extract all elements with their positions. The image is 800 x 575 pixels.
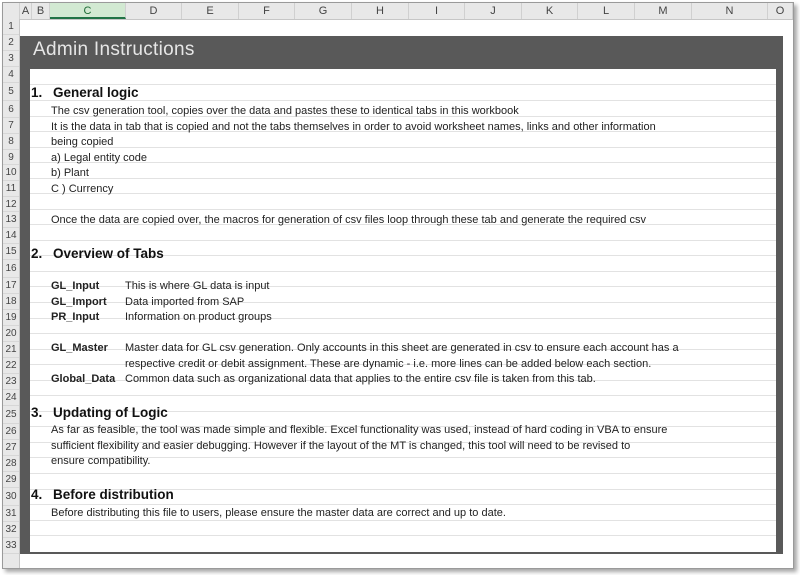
select-all-corner[interactable] [3,3,20,19]
tab-description: This is where GL data is input [125,280,270,292]
row-header[interactable]: 6 [3,101,19,118]
spreadsheet-window [2,2,794,569]
column-header[interactable]: B [32,3,50,19]
row-header[interactable]: 23 [3,374,19,390]
row-header[interactable]: 8 [3,134,19,150]
tab-name: GL_Master [51,342,108,354]
tab-description: Data imported from SAP [125,296,245,308]
column-header-bar [3,3,793,20]
row-header[interactable]: 15 [3,244,19,260]
row-header[interactable]: 19 [3,310,19,326]
instruction-line: ensure compatibility. [51,455,151,467]
row-header[interactable]: 3 [3,51,19,67]
column-header[interactable]: K [522,3,578,19]
row-header[interactable]: 32 [3,522,19,538]
section-heading-before-distribution: 4. Before distribution [31,487,174,502]
instruction-line: being copied [51,136,114,148]
row-header[interactable]: 1 [3,19,19,35]
column-header[interactable]: L [578,3,635,19]
row-header[interactable]: 29 [3,472,19,488]
row-header-bar [3,19,20,568]
instruction-line: As far as feasible, the tool was made simple and flexible. Excel functionality was used, instead of hard coding in VBA to ensure [51,424,668,436]
column-header[interactable]: M [635,3,692,19]
section-heading-updating-of-logic: 3. Updating of Logic [31,405,168,420]
tab-name: GL_Input [51,280,100,292]
row-header[interactable]: 20 [3,326,19,342]
column-header[interactable]: J [465,3,522,19]
column-header[interactable]: E [182,3,239,19]
tab-description: Master data for GL csv generation. Only accounts in this sheet are generated in csv to ensure each account has a [125,342,679,354]
row-header[interactable]: 26 [3,424,19,440]
row-header[interactable]: 16 [3,260,19,278]
row-header[interactable]: 30 [3,488,19,506]
instruction-line: a) Legal entity code [51,152,148,164]
column-header[interactable]: D [126,3,182,19]
instruction-line: Before distributing this file to users, please ensure the master data are correct and up to date. [51,507,506,519]
row-header[interactable]: 12 [3,197,19,212]
column-header[interactable]: I [409,3,465,19]
row-header[interactable]: 14 [3,228,19,244]
row-header[interactable]: 17 [3,278,19,294]
column-header-selected[interactable]: C [50,3,126,19]
row-header[interactable]: 2 [3,35,19,51]
row-header[interactable]: 27 [3,440,19,456]
row-header[interactable]: 5 [3,83,19,101]
instruction-line: sufficient flexibility and easier debugging. However if the layout of the MT is changed, this tool will need to be revised to [51,440,631,452]
column-header[interactable]: N [692,3,768,19]
row-header[interactable]: 25 [3,406,19,424]
row-header[interactable]: 33 [3,538,19,554]
tab-name: Global_Data [51,373,116,385]
column-header[interactable]: A [20,3,32,19]
tab-description: Information on product groups [125,311,272,323]
column-header[interactable]: H [352,3,409,19]
column-header[interactable]: F [239,3,295,19]
row-header[interactable]: 4 [3,67,19,83]
tab-description: respective credit or debit assignment. These are dynamic - i.e. more lines can be added below each section. [125,358,652,370]
row-header[interactable]: 13 [3,212,19,228]
page-title: Admin Instructions [33,39,195,60]
tab-name: GL_Import [51,296,107,308]
tab-description: Common data such as organizational data that applies to the entire csv file is taken from this tab. [125,373,596,385]
tab-name: PR_Input [51,311,100,323]
row-header[interactable]: 7 [3,118,19,134]
instruction-line: C ) Currency [51,183,114,195]
column-header[interactable]: G [295,3,352,19]
row-header[interactable]: 11 [3,181,19,197]
column-header[interactable]: O [768,3,793,19]
row-header[interactable]: 31 [3,506,19,522]
instruction-line: Once the data are copied over, the macros for generation of csv files loop through these tab and generate the required csv [51,214,646,226]
instruction-line: b) Plant [51,167,89,179]
section-heading-general-logic: 1. General logic [31,85,139,100]
instruction-line: It is the data in tab that is copied and not the tabs themselves in order to avoid worksheet names, links and other information [51,121,656,133]
row-header[interactable]: 9 [3,150,19,165]
row-header[interactable]: 10 [3,165,19,181]
row-header[interactable]: 28 [3,456,19,472]
section-heading-overview-of-tabs: 2. Overview of Tabs [31,246,164,261]
row-header[interactable]: 18 [3,294,19,310]
row-header[interactable]: 22 [3,358,19,374]
instruction-line: The csv generation tool, copies over the data and pastes these to identical tabs in this workbook [51,105,519,117]
row-header[interactable]: 21 [3,342,19,358]
row-header[interactable]: 24 [3,390,19,406]
